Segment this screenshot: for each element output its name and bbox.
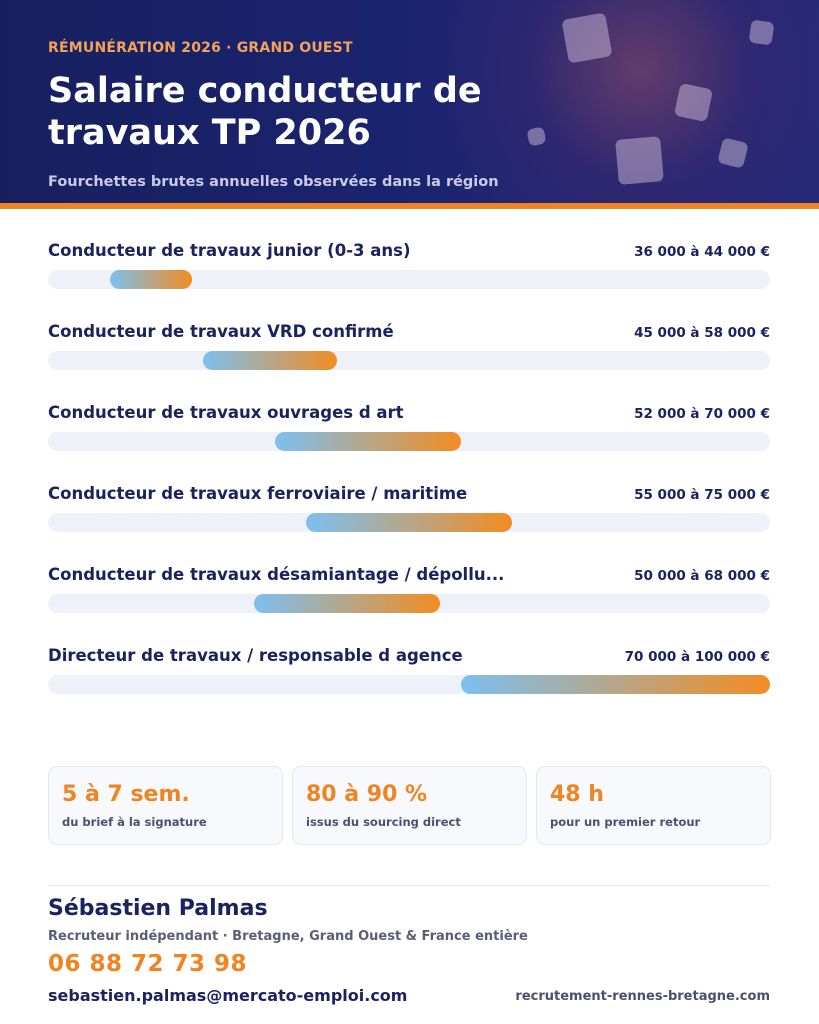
- salary-row-range: 36 000 à 44 000 €: [634, 244, 770, 260]
- salary-row: [48, 643, 770, 724]
- salary-row-range: 45 000 à 58 000 €: [634, 325, 770, 341]
- salary-range-bar: [306, 513, 512, 532]
- stat-label: pour un premier retour: [550, 815, 701, 829]
- contact-phone[interactable]: 06 88 72 73 98: [48, 951, 248, 977]
- stat-value: 5 à 7 sem.: [62, 782, 190, 807]
- stat-value: 80 à 90 %: [306, 782, 428, 807]
- salary-range-bar: [203, 351, 337, 370]
- salary-row-label: Conducteur de travaux ouvrages d art: [48, 403, 404, 422]
- salary-row-label: Directeur de travaux / responsable d agence: [48, 646, 463, 665]
- decorative-square: [615, 136, 664, 185]
- header-accent-bar: [0, 203, 819, 209]
- contact-email[interactable]: sebastien.palmas@mercato-emploi.com: [48, 986, 408, 1005]
- stat-label: issus du sourcing direct: [306, 815, 461, 829]
- stat-value: 48 h: [550, 782, 604, 807]
- salary-range-track: [48, 270, 770, 289]
- page-subtitle: Fourchettes brutes annuelles observées dans la région: [48, 174, 499, 190]
- salary-range-track: [48, 513, 770, 532]
- salary-row: [48, 481, 770, 562]
- stat-card: [292, 766, 527, 845]
- salary-range-bar: [254, 594, 440, 613]
- stat-card: [536, 766, 771, 845]
- decorative-square: [717, 137, 749, 169]
- salary-row: [48, 238, 770, 319]
- decorative-square: [674, 83, 713, 122]
- salary-row-label: Conducteur de travaux VRD confirmé: [48, 322, 394, 341]
- divider: [48, 885, 770, 886]
- salary-row: [48, 400, 770, 481]
- salary-row-label: Conducteur de travaux junior (0-3 ans): [48, 241, 411, 260]
- salary-row-label: Conducteur de travaux ferroviaire / maritime: [48, 484, 468, 503]
- salary-range-track: [48, 594, 770, 613]
- salary-row-range: 50 000 à 68 000 €: [634, 568, 770, 584]
- salary-row-range: 52 000 à 70 000 €: [634, 406, 770, 422]
- stat-label: du brief à la signature: [62, 815, 207, 829]
- contact-name: Sébastien Palmas: [48, 896, 268, 921]
- salary-list: [48, 238, 770, 724]
- salary-row-label: Conducteur de travaux désamiantage / dépollu...: [48, 565, 505, 584]
- eyebrow-label: RÉMUNÉRATION 2026 · GRAND OUEST: [48, 40, 353, 56]
- contact-website[interactable]: recrutement-rennes-bretagne.com: [515, 989, 770, 1004]
- stats-row: [48, 766, 770, 845]
- decorative-square: [749, 20, 775, 46]
- contact-role: Recruteur indépendant · Bretagne, Grand Ouest & France entière: [48, 929, 528, 944]
- decorative-square: [562, 13, 613, 64]
- header-banner: [0, 0, 819, 203]
- salary-range-bar: [110, 270, 193, 289]
- salary-range-track: [48, 432, 770, 451]
- salary-row-range: 70 000 à 100 000 €: [624, 649, 770, 665]
- page-title: Salaire conducteur de travaux TP 2026: [48, 71, 482, 153]
- salary-row-range: 55 000 à 75 000 €: [634, 487, 770, 503]
- salary-range-bar: [461, 675, 770, 694]
- salary-row: [48, 562, 770, 643]
- stat-card: [48, 766, 283, 845]
- salary-range-track: [48, 675, 770, 694]
- salary-row: [48, 319, 770, 400]
- salary-range-bar: [275, 432, 461, 451]
- salary-range-track: [48, 351, 770, 370]
